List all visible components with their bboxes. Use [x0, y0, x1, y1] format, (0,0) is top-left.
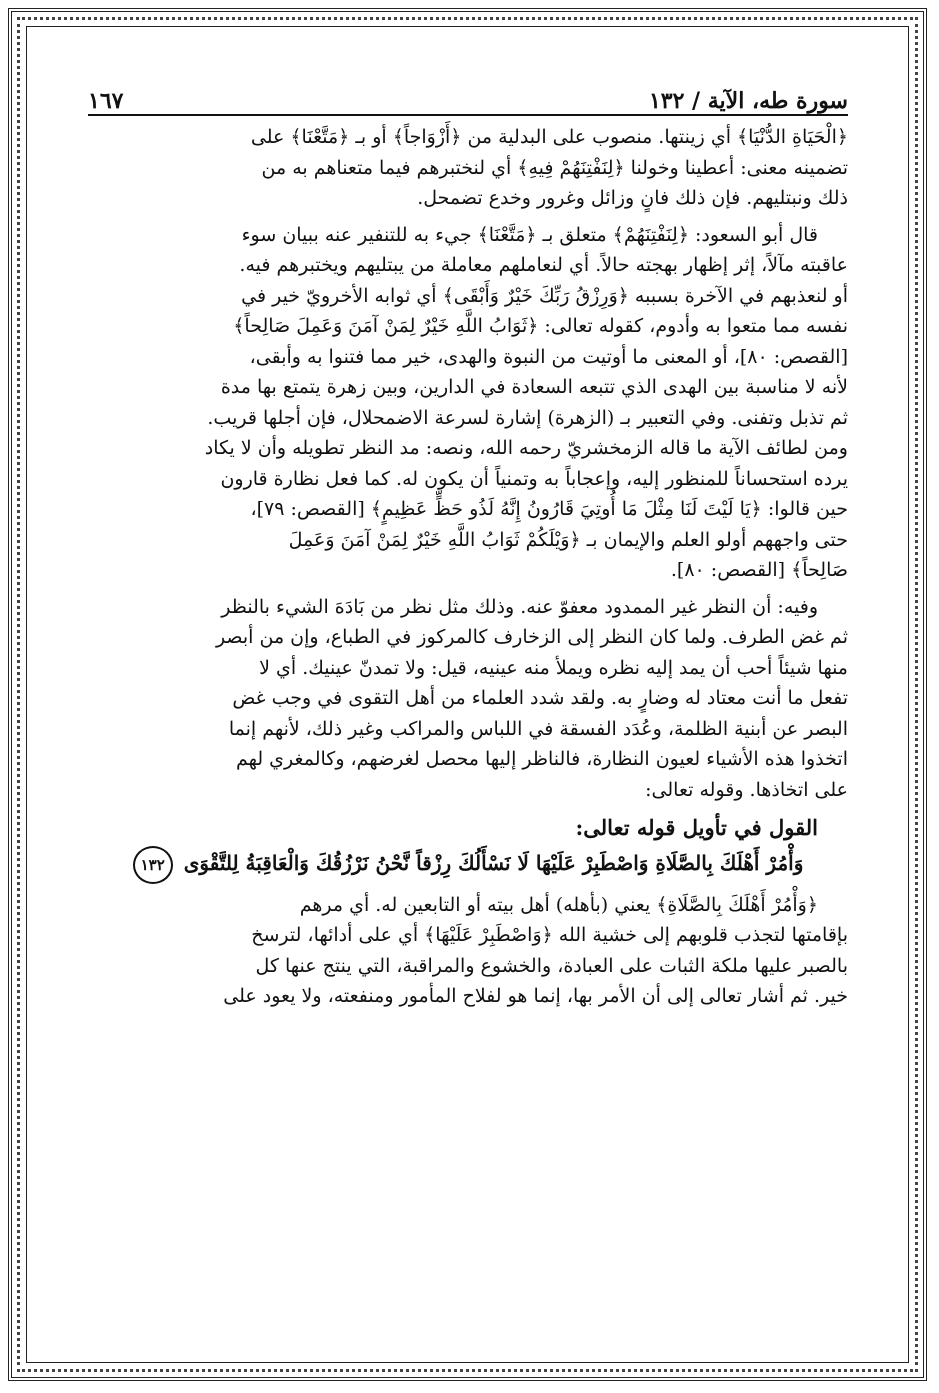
text-line: قال أبو السعود: ﴿لِنَفْتِنَهُمْ﴾ متعلق بـ ﴿مَتَّعْنَا﴾ جيء به للتنفير عنه ببيان سوء	[241, 223, 818, 246]
text-line: اتخذوا هذه الأشياء لعيون النظارة، فالناظر إليها محصل لغرضهم، وكالمغري لهم	[235, 748, 848, 770]
running-title: سورة طه، الآية / ١٣٢	[648, 88, 848, 114]
text-line: تضمينه معنى: أعطينا وخولنا ﴿لِنَفْتِنَهُمْ فِيهِ﴾ أي لنختبرهم فيما متعناهم به من	[261, 156, 848, 179]
page-number: ١٦٧	[88, 88, 124, 114]
text-line: يرده استحساناً للمنظور إليه، وإعجاباً به وتمنياً أن يكون له. كما فعل نظارة قارون	[220, 467, 848, 490]
text-line: ﴿الْحَيَاةِ الدُّنْيَا﴾ أي زينتها. منصوب على البدلية من ﴿أَزْوَاجاً﴾ أو بـ ﴿مَتَّعْنَا﴾ على	[250, 126, 848, 148]
paragraph-4	[88, 890, 848, 1012]
text-line: وفيه: أن النظر غير الممدود معفوّ عنه. وذلك مثل نظر من بَادَهَ الشيء بالنظر	[221, 595, 818, 618]
verse-text: وَأْمُرْ أَهْلَكَ بِالصَّلَاةِ وَاصْطَبِرْ عَلَيْهَا لَا نَسْأَلُكَ رِزْقاً نَّحْنُ نَرْزُقُكَ وَالْعَاقِبَةُ لِلتَّقْوَى	[183, 850, 804, 875]
text-line: عاقبته مآلاً، إثر إظهار بهجته حالاً. أي لنعاملهم معاملة من يبتليهم ويختبرهم فيه.	[239, 254, 848, 276]
section-heading: القول في تأويل قوله تعالى:	[575, 815, 818, 840]
paragraph-1	[88, 122, 848, 214]
text-line: بالصبر عليها ملكة الثبات على العبادة، والخشوع والمراقبة، التي ينتج عنها كل	[255, 954, 848, 977]
text-line: ﴿وَأْمُرْ أَهْلَكَ بِالصَّلَاةِ﴾ يعني (بأهله) أهل بيته أو التابعين له. أي مرهم	[299, 893, 818, 916]
text-line: صَالِحاً﴾ [القصص: ٨٠].	[670, 559, 848, 581]
text-line: ثم غض الطرف. ولما كان النظر إلى الزخارف كالمركوز في الطباع، وإن من أبصر	[215, 626, 848, 648]
text-line: تفعل ما أنت معتاد له وضارٍ به. ولقد شدد العلماء من أهل التقوى في وجب غض	[232, 687, 848, 709]
text-line: نفسه مما متعوا به وأدوم، كقوله تعالى: ﴿ثَوَابُ اللَّهِ خَيْرٌ لِمَنْ آمَنَ وَعَمِلَ صَالِحاً﴾	[233, 315, 848, 337]
quran-verse	[88, 846, 848, 884]
text-line: ذلك ونبتليهم. فإن ذلك فانٍ وزائل وغرور وخدع تضمحل.	[417, 187, 848, 209]
text-line: بإقامتها لتجذب قلوبهم إلى خشية الله ﴿وَاصْطَبِرْ عَلَيْهَا﴾ أي على أدائها، لترسخ	[251, 924, 848, 946]
text-line: على اتخاذها. وقوله تعالى:	[645, 778, 848, 801]
text-line: البصر عن أبنية الظلمة، وعُدَد الفسقة في اللباس والمراكب وغير ذلك، لأنهم إنما	[228, 717, 848, 740]
running-header	[88, 70, 848, 116]
text-line: منها شيئاً أحب أن يمد إليه نظره ويملأ منه عينيه، قيل: ولا تمدنّ عينيك. أي لا	[259, 656, 848, 679]
text-line: حين قالوا: ﴿يَا لَيْتَ لَنَا مِثْلَ مَا أُوتِيَ قَارُونُ إِنَّهُ لَذُو حَظٍّ عَظِيمٍ﴾ [القصص: ٧٩]،	[250, 498, 848, 520]
text-line: حتى واجههم أولو العلم والإيمان بـ ﴿وَيْلَكُمْ ثَوَابُ اللَّهِ خَيْرٌ لِمَنْ آمَنَ وَعَمِلَ	[288, 528, 848, 551]
body-text	[88, 122, 848, 1012]
text-line: ومن لطائف الآية ما قاله الزمخشريّ رحمه الله، ونصه: مد النظر تطويله وأن لا يكاد	[204, 437, 848, 459]
paragraph-2	[88, 220, 848, 586]
book-page	[88, 70, 848, 1370]
ayah-number-marker: ١٣٢	[133, 846, 173, 884]
text-line: خير. ثم أشار تعالى إلى أن الأمر بها، إنما هو لفلاح المأمور ومنفعته، ولا يعود على	[223, 985, 848, 1007]
paragraph-3	[88, 592, 848, 806]
text-line: لأنه لا مناسبة بين الهدى الذي تتبعه السعادة في الدارين، وبين زهرة يتمتع بها مدة	[220, 376, 848, 398]
text-line: أو لنعذبهم في الآخرة بسببه ﴿وَرِزْقُ رَبِّكَ خَيْرٌ وَأَبْقَى﴾ أي ثوابه الأخرويّ خير في	[241, 284, 848, 307]
text-line: ثم تذبل وتفنى. وفي التعبير بـ (الزهرة) إشارة لسرعة الاضمحلال، فإن أجلها قريب.	[207, 406, 848, 429]
text-line: [القصص: ٨٠]، أو المعنى ما أوتيت من النبوة والهدى، خير مما فتنوا به وأبقى،	[249, 345, 848, 368]
